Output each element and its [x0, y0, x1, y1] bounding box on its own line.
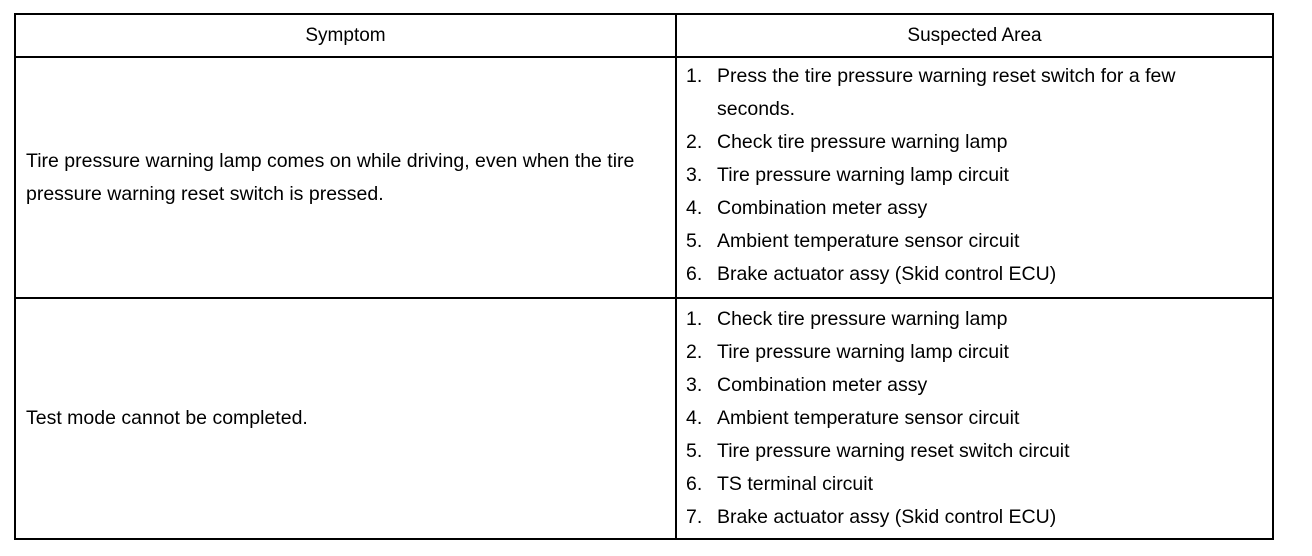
- item-text: Check tire pressure warning lamp: [717, 131, 1008, 153]
- item-number: 2.: [686, 131, 703, 153]
- item-text: Press the tire pressure warning reset switch for a few seconds.: [717, 65, 1176, 120]
- item-text: Tire pressure warning lamp circuit: [717, 164, 1009, 186]
- item-number: 1.: [686, 308, 703, 330]
- list-item: [686, 336, 1252, 369]
- item-text: Tire pressure warning reset switch circuit: [717, 440, 1070, 462]
- item-text: Ambient temperature sensor circuit: [717, 407, 1020, 429]
- table-row: [16, 297, 1272, 538]
- item-number: 2.: [686, 341, 703, 363]
- list-item: [686, 258, 1252, 291]
- list-item: [686, 126, 1252, 159]
- item-number: 1.: [686, 65, 703, 87]
- symptom-cell: [16, 299, 677, 538]
- list-item: [686, 192, 1252, 225]
- troubleshooting-table: [14, 13, 1274, 540]
- item-number: 4.: [686, 407, 703, 429]
- item-text: Combination meter assy: [717, 374, 928, 396]
- list-item: [686, 159, 1252, 192]
- header-suspected-area: Suspected Area: [907, 24, 1042, 46]
- symptom-text: Tire pressure warning lamp comes on while driving, even when the tire pressure warning reset switch is pressed.: [26, 149, 635, 205]
- item-text: Combination meter assy: [717, 197, 928, 219]
- suspected-area-cell: [677, 58, 1272, 297]
- list-item: [686, 468, 1252, 501]
- item-number: 4.: [686, 197, 703, 219]
- list-item: [686, 60, 1252, 126]
- item-number: 5.: [686, 230, 703, 252]
- item-number: 3.: [686, 374, 703, 396]
- header-symptom: Symptom: [16, 15, 677, 56]
- item-number: 6.: [686, 263, 703, 285]
- item-text: Check tire pressure warning lamp: [717, 308, 1008, 330]
- item-text: Ambient temperature sensor circuit: [717, 230, 1020, 252]
- list-item: [686, 369, 1252, 402]
- item-text: Tire pressure warning lamp circuit: [717, 341, 1009, 363]
- suspected-area-list: [677, 299, 1272, 534]
- item-number: 6.: [686, 473, 703, 495]
- item-number: 3.: [686, 164, 703, 186]
- list-item: [686, 501, 1252, 534]
- table-header-row: [16, 15, 1272, 56]
- item-text: TS terminal circuit: [717, 473, 874, 495]
- symptom-text: Test mode cannot be completed.: [26, 407, 308, 429]
- suspected-area-cell: [677, 299, 1272, 538]
- list-item: [686, 303, 1252, 336]
- list-item: [686, 225, 1252, 258]
- table-row: [16, 56, 1272, 297]
- list-item: [686, 402, 1252, 435]
- item-text: Brake actuator assy (Skid control ECU): [717, 263, 1057, 285]
- list-item: [686, 435, 1252, 468]
- suspected-area-list: [677, 58, 1272, 291]
- item-number: 7.: [686, 506, 703, 528]
- item-number: 5.: [686, 440, 703, 462]
- symptom-cell: [16, 58, 677, 297]
- item-text: Brake actuator assy (Skid control ECU): [717, 506, 1057, 528]
